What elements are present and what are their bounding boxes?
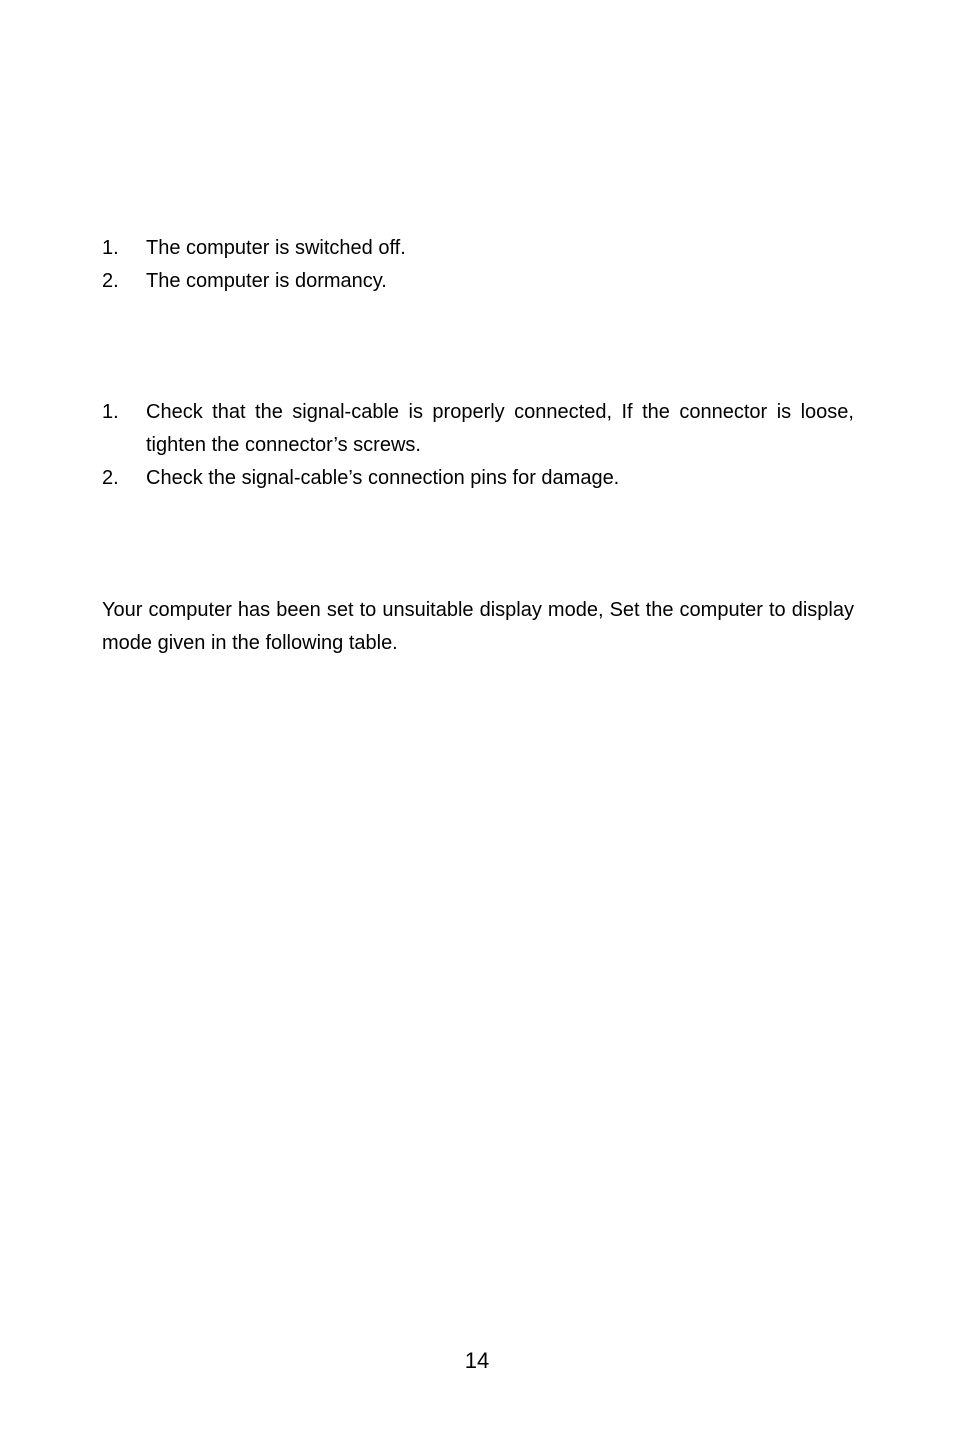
display-mode-section — [102, 594, 854, 660]
list-item — [102, 265, 854, 298]
list-text: The computer is dormancy. — [146, 270, 387, 292]
list-text: The computer is switched off. — [146, 237, 406, 259]
list-number: 2. — [102, 270, 119, 292]
list-text: Check that the signal-cable is properly connected, If the connector is loose, tighten the connector’s screws. — [146, 401, 854, 456]
list-item — [102, 462, 854, 495]
cause-list — [102, 232, 854, 298]
list-number: 1. — [102, 401, 119, 423]
list-text: Check the signal-cable’s connection pins for damage. — [146, 467, 620, 489]
list-number: 2. — [102, 467, 119, 489]
list-item — [102, 396, 854, 462]
list-number: 1. — [102, 237, 119, 259]
list-item — [102, 232, 854, 265]
page-number: 14 — [464, 1348, 490, 1373]
check-list — [102, 396, 854, 495]
display-mode-paragraph: Your computer has been set to unsuitable display mode, Set the computer to display mode given in the following table. — [102, 599, 854, 654]
